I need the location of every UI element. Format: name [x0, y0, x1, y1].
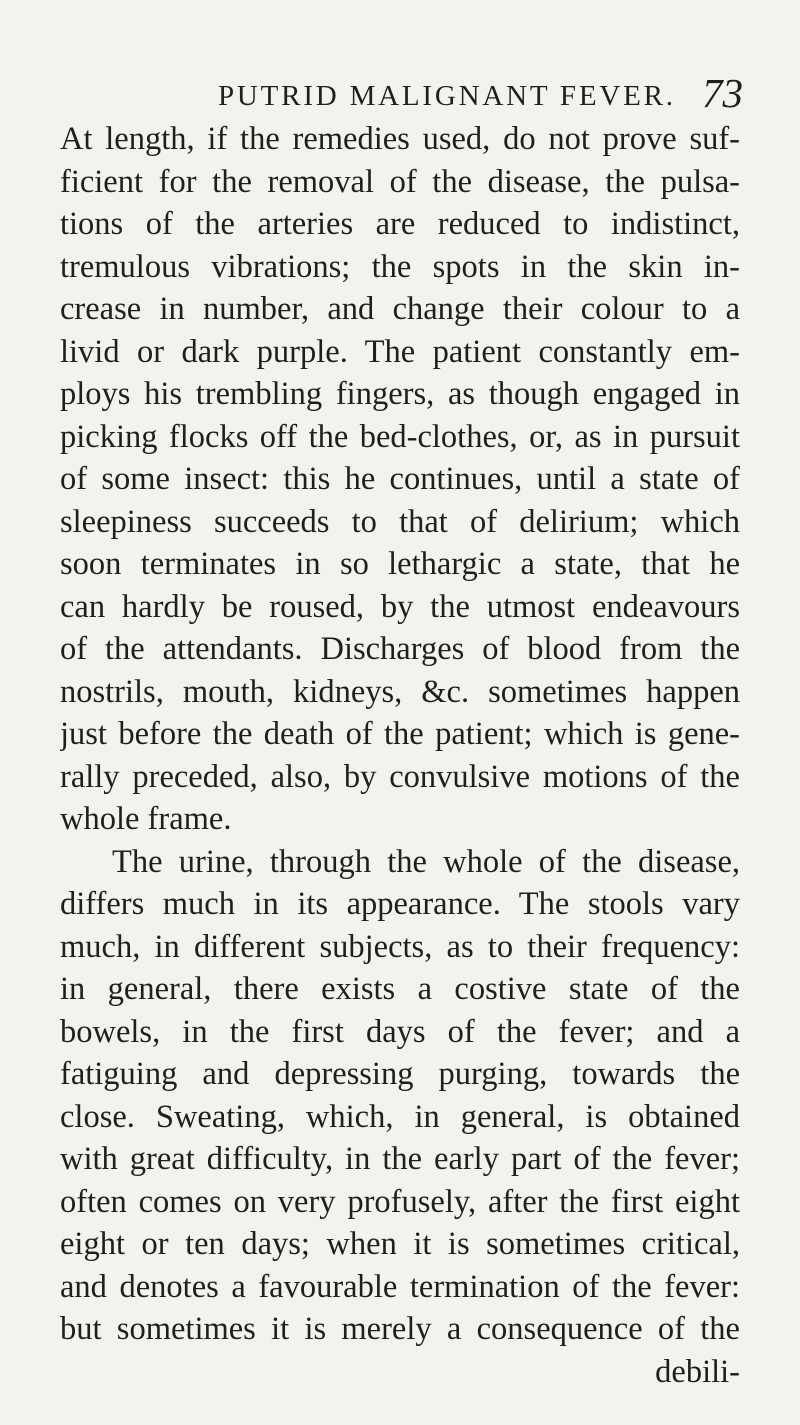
text-line: sleepiness succeeds to that of delirium; which [60, 503, 740, 540]
text-line: can hardly be roused, by the utmost endeavours [60, 588, 740, 625]
text-line: At length, if the remedies used, do not prove suf- [60, 121, 740, 157]
text-line: and denotes a favourable termination of the fever: [60, 1268, 740, 1305]
page-number: 73 [702, 70, 743, 116]
text-line: in general, there exists a costive state of the [60, 971, 740, 1007]
text-line: fatiguing and depressing purging, towards the [60, 1056, 740, 1092]
text-line: soon terminates in so lethargic a state, that he [60, 546, 740, 582]
catchword: debili- [655, 1353, 740, 1390]
text-line: crease in number, and change their colour to a [60, 291, 740, 327]
text-line: nostrils, mouth, kidneys, &c. sometimes happen [60, 673, 740, 710]
running-head [0, 70, 800, 116]
text-line: rally preceded, also, by convulsive motions of the [60, 758, 740, 795]
text-line: differs much in its appearance. The stools vary [60, 886, 740, 922]
text-line: of some insect: this he continues, until a state of [60, 461, 740, 497]
text-line: livid or dark purple. The patient constantly em- [60, 333, 740, 370]
text-line: but sometimes it is merely a consequence of the [60, 1311, 740, 1347]
text-line: close. Sweating, which, in general, is obtained [60, 1098, 740, 1135]
text-line: ploys his trembling fingers, as though engaged in [60, 376, 740, 412]
text-line: much, in different subjects, as to their frequency: [60, 928, 740, 965]
text-line: The urine, through the whole of the disease, [112, 843, 740, 880]
text-line: tions of the arteries are reduced to indistinct, [60, 206, 740, 242]
text-line: of the attendants. Discharges of blood from the [60, 631, 740, 667]
text-line: with great difficulty, in the early part of the fever; [60, 1141, 740, 1177]
text-line: ficient for the removal of the disease, the pulsa- [60, 163, 740, 200]
text-line: tremulous vibrations; the spots in the skin in- [60, 248, 740, 285]
running-title: PUTRID MALIGNANT FEVER. [218, 80, 676, 112]
text-line: eight or ten days; when it is sometimes critical, [60, 1226, 740, 1262]
text-line: just before the death of the patient; which is gene- [60, 716, 740, 752]
text-line: whole frame. [60, 801, 232, 837]
text-line: bowels, in the first days of the fever; and a [60, 1013, 740, 1050]
text-line: often comes on very profusely, after the first eight [60, 1183, 740, 1220]
text-line: picking flocks off the bed-clothes, or, as in pursuit [60, 418, 740, 455]
